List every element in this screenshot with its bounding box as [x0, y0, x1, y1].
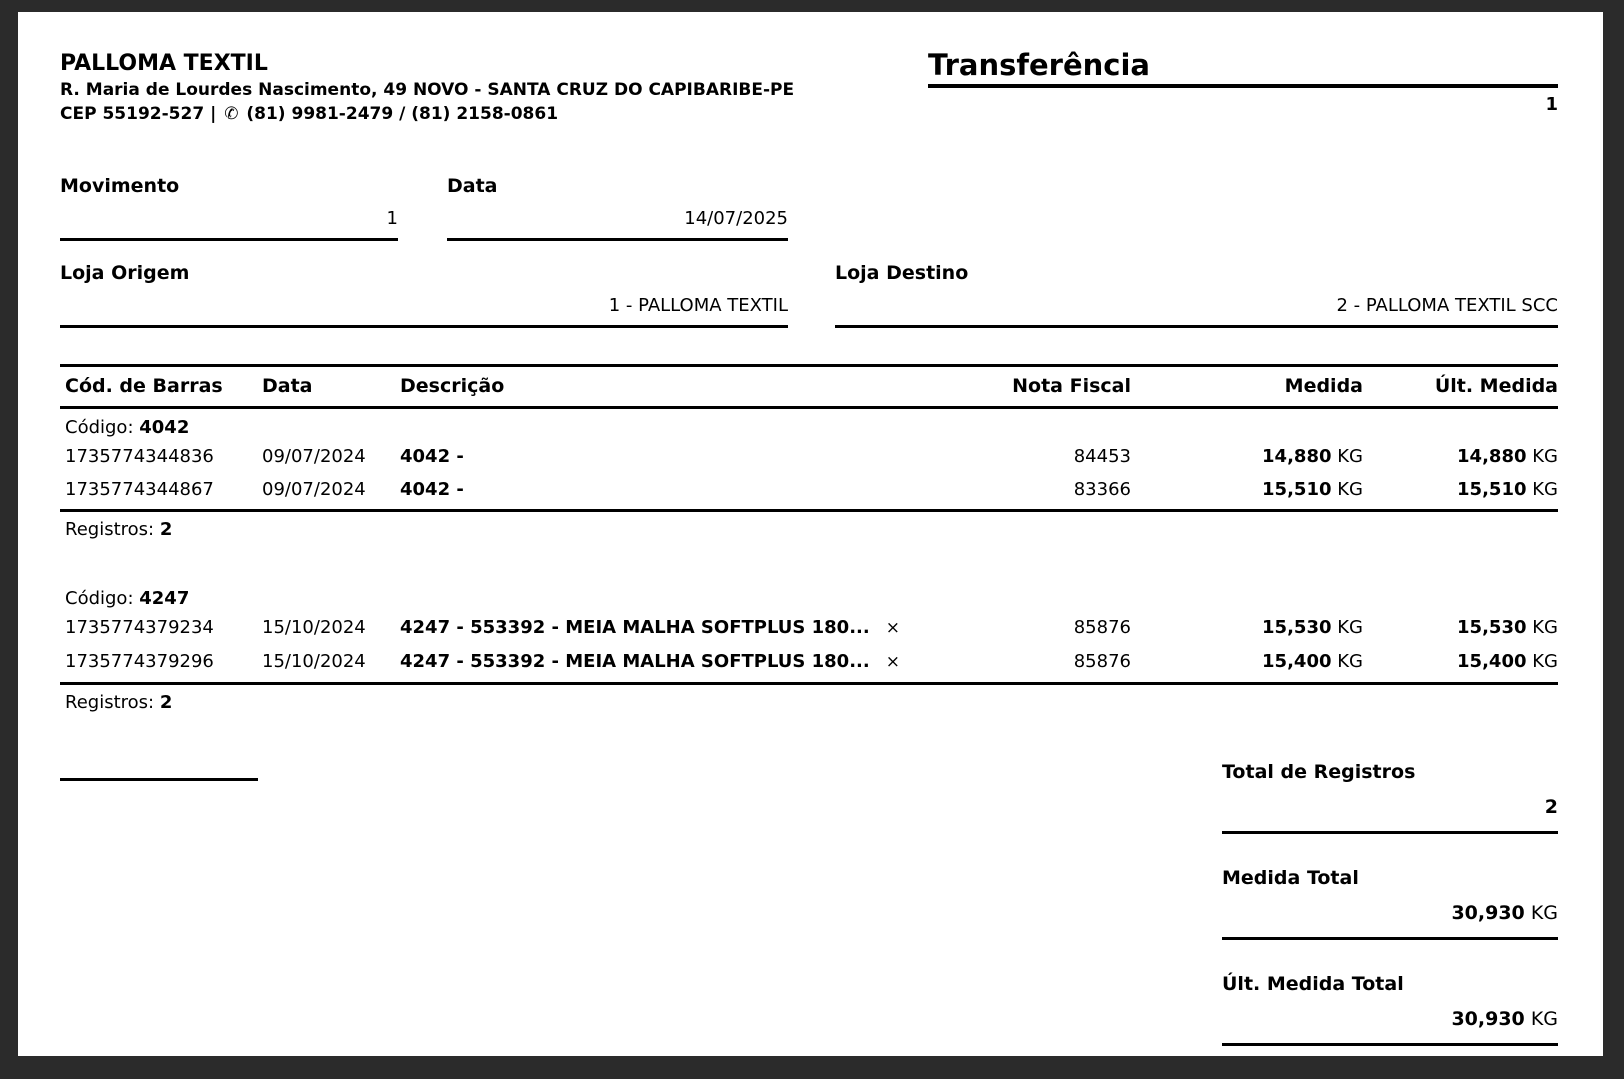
footer-section: [60, 761, 1558, 1079]
cell-measure: [1131, 440, 1363, 473]
group-code-label: Código:: [65, 416, 134, 438]
total-registros: [1222, 761, 1558, 834]
header-description: Descrição: [400, 374, 505, 397]
total-medida-number: 30,930: [1451, 901, 1525, 924]
item-group: [60, 580, 1558, 713]
movimento-value: 1: [386, 207, 398, 229]
cell-description: [388, 645, 963, 679]
x-marker: ×: [885, 651, 900, 672]
cell-barcode: 1735774344836: [65, 445, 214, 467]
report-title: Transferência: [928, 50, 1558, 88]
cell-barcode: 1735774379296: [65, 650, 214, 672]
cell-measure: [1131, 611, 1363, 644]
description-text: 4042 -: [400, 445, 464, 467]
registros-label: Registros:: [65, 518, 155, 540]
last-measure-value: 15,400: [1457, 650, 1527, 672]
group-code-value: 4042: [139, 416, 190, 438]
cell-invoice: 84453: [1073, 445, 1131, 467]
cell-last-measure: [1363, 473, 1558, 506]
store-fields: [60, 262, 1558, 328]
totals-block: [1222, 761, 1558, 1079]
company-phones: (81) 9981-2479 / (81) 2158-0861: [246, 103, 559, 124]
measure-unit: KG: [1337, 445, 1363, 467]
field-loja-origem: [60, 262, 788, 328]
total-medida-label: Medida Total: [1222, 866, 1359, 889]
total-medida-unit: KG: [1530, 901, 1558, 924]
header-barcode: Cód. de Barras: [65, 374, 223, 397]
group-code-line: [60, 580, 1558, 611]
cell-date: 15/10/2024: [262, 650, 366, 672]
measure-value: 15,530: [1262, 616, 1332, 638]
cell-description: [388, 473, 963, 506]
movement-fields: [60, 175, 1558, 241]
cell-barcode: 1735774344867: [65, 478, 214, 500]
cell-description: [388, 611, 963, 645]
company-block: [60, 50, 794, 126]
report-header: [60, 50, 1558, 126]
table-row: [60, 473, 1558, 506]
group-code-value: 4247: [139, 587, 190, 609]
cell-invoice: 83366: [1073, 478, 1131, 500]
measure-value: 15,510: [1262, 478, 1332, 500]
last-measure-value: 15,510: [1457, 478, 1527, 500]
field-data: [447, 175, 788, 241]
data-label: Data: [447, 174, 498, 197]
measure-unit: KG: [1337, 616, 1363, 638]
loja-origem-value: 1 - PALLOMA TEXTIL: [608, 294, 788, 316]
last-measure-unit: KG: [1532, 616, 1558, 638]
group-code-label: Código:: [65, 587, 134, 609]
group-rows: [60, 611, 1558, 685]
cell-date: 15/10/2024: [262, 616, 366, 638]
cell-description: [388, 440, 963, 473]
description-text: 4247 - 553392 - MEIA MALHA SOFTPLUS 180...: [400, 650, 870, 672]
cell-invoice: 85876: [1073, 650, 1131, 672]
cell-measure: [1131, 473, 1363, 506]
cell-barcode: 1735774379234: [65, 616, 214, 638]
cell-invoice: 85876: [1073, 616, 1131, 638]
group-code-line: [60, 409, 1558, 440]
total-registros-value: [1222, 796, 1558, 831]
total-medida-value: [1222, 902, 1558, 937]
items-table: [60, 364, 1558, 713]
cell-measure: [1131, 645, 1363, 678]
description-text: 4042 -: [400, 478, 464, 500]
cell-date: 09/07/2024: [262, 478, 366, 500]
header-last-measure: Últ. Medida: [1434, 374, 1558, 397]
registros-label: Registros:: [65, 691, 155, 713]
total-ult-medida-label: Últ. Medida Total: [1222, 972, 1404, 995]
cell-last-measure: [1363, 440, 1558, 473]
company-contact: [60, 102, 794, 126]
data-value: 14/07/2025: [684, 207, 788, 229]
table-row: [60, 611, 1558, 645]
company-name: PALLOMA TEXTIL: [60, 51, 268, 76]
field-movimento: [60, 175, 398, 241]
registros-count: 2: [159, 691, 173, 713]
x-marker: ×: [885, 617, 900, 638]
group-registros: [60, 685, 1558, 713]
company-cep: CEP 55192-527 |: [60, 103, 217, 124]
cell-last-measure: [1363, 611, 1558, 644]
loja-destino-label: Loja Destino: [835, 261, 969, 284]
total-registros-label: Total de Registros: [1222, 760, 1416, 783]
registros-count: 2: [159, 518, 173, 540]
header-date: Data: [262, 374, 313, 397]
movimento-label: Movimento: [60, 174, 180, 197]
description-text: 4247 - 553392 - MEIA MALHA SOFTPLUS 180...: [400, 616, 870, 638]
group-registros: [60, 512, 1558, 540]
cell-last-measure: [1363, 645, 1558, 678]
company-address: R. Maria de Lourdes Nascimento, 49 NOVO - SANTA CRUZ DO CAPIBARIBE-PE: [60, 79, 795, 100]
measure-value: 15,400: [1262, 650, 1332, 672]
last-measure-value: 14,880: [1457, 445, 1527, 467]
total-registros-number: 2: [1544, 795, 1558, 818]
table-row: [60, 645, 1558, 679]
field-loja-destino: [835, 262, 1558, 328]
title-block: [928, 50, 1558, 115]
total-medida: [1222, 867, 1558, 940]
last-measure-unit: KG: [1532, 650, 1558, 672]
loja-origem-label: Loja Origem: [60, 261, 190, 284]
measure-unit: KG: [1337, 478, 1363, 500]
total-ult-medida-value: [1222, 1008, 1558, 1043]
total-ult-medida: [1222, 973, 1558, 1046]
measure-value: 14,880: [1262, 445, 1332, 467]
phone-icon: ✆: [224, 103, 239, 124]
signature-line: [60, 769, 258, 781]
measure-unit: KG: [1337, 650, 1363, 672]
last-measure-unit: KG: [1532, 445, 1558, 467]
table-header-row: [60, 364, 1558, 409]
last-measure-value: 15,530: [1457, 616, 1527, 638]
total-ult-medida-unit: KG: [1530, 1007, 1558, 1030]
loja-destino-value: 2 - PALLOMA TEXTIL SCC: [1336, 294, 1558, 316]
item-group: [60, 409, 1558, 540]
header-measure: Medida: [1284, 374, 1363, 397]
group-rows: [60, 440, 1558, 512]
cell-date: 09/07/2024: [262, 445, 366, 467]
table-row: [60, 440, 1558, 473]
report-page: [18, 12, 1603, 1056]
total-ult-medida-number: 30,930: [1451, 1007, 1525, 1030]
page-number: 1: [1545, 93, 1558, 115]
header-invoice: Nota Fiscal: [1012, 374, 1131, 397]
last-measure-unit: KG: [1532, 478, 1558, 500]
